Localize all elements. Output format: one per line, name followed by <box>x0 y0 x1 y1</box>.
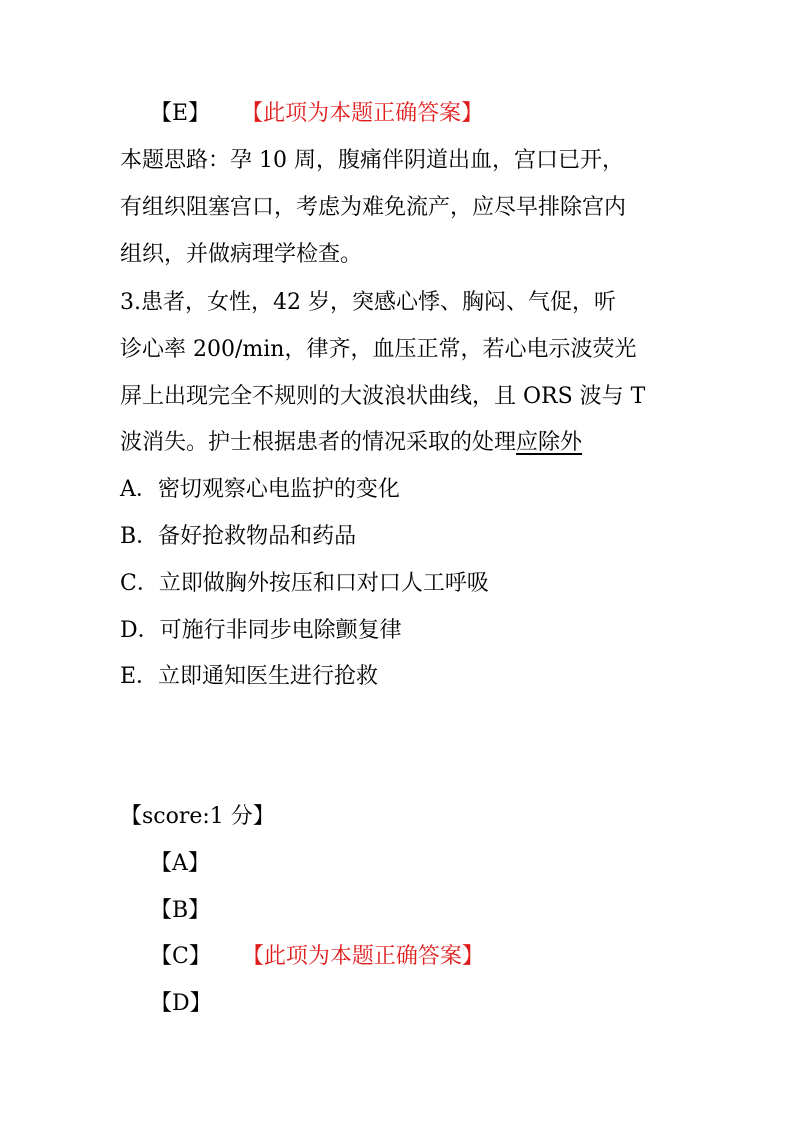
question-line: 屏上出现完全不规则的大波浪状曲线，且 ORS 波与 T <box>120 384 646 409</box>
question-line: 诊心率 200/min，律齐，血压正常，若心电示波荧光 <box>120 337 637 362</box>
answer-label: 【C】 <box>150 944 211 969</box>
answer-label: 【B】 <box>150 898 211 923</box>
question-emphasis: 应除外 <box>516 430 583 455</box>
answer-row-a <box>150 849 210 879</box>
correct-answer-note: 【此项为本题正确答案】 <box>252 101 484 126</box>
explanation-line: 有组织阻塞宫口，考虑为难免流产，应尽早排除宫内 <box>120 195 627 220</box>
answer-label: 【D】 <box>150 991 212 1016</box>
answer-row-e <box>150 99 483 129</box>
correct-answer-note: 【此项为本题正确答案】 <box>252 944 484 969</box>
answer-row-d <box>150 989 212 1019</box>
answer-label: 【A】 <box>150 851 210 876</box>
explanation-line: 本题思路：孕 10 周，腹痛伴阴道出血，宫口已开， <box>120 148 624 173</box>
option-b: B．备好抢救物品和药品 <box>120 524 357 549</box>
answer-row-c <box>150 942 484 972</box>
option-a: A．密切观察心电监护的变化 <box>120 477 400 502</box>
option-e: E．立即通知医生进行抢救 <box>120 664 379 689</box>
option-c: C．立即做胸外按压和口对口人工呼吸 <box>120 571 489 596</box>
explanation-line: 组织，并做病理学检查。 <box>120 242 363 267</box>
score-label: 【score:1 分】 <box>120 804 275 829</box>
question-line-last <box>120 428 582 458</box>
answer-row-b <box>150 896 210 926</box>
question-text: 波消失。护士根据患者的情况采取的处理 <box>120 430 517 455</box>
question-line: 3.患者，女性，42 岁，突感心悸、胸闷、气促，听 <box>120 290 616 315</box>
answer-label: 【E】 <box>150 101 211 126</box>
option-d: D．可施行非同步电除颤复律 <box>120 618 402 643</box>
